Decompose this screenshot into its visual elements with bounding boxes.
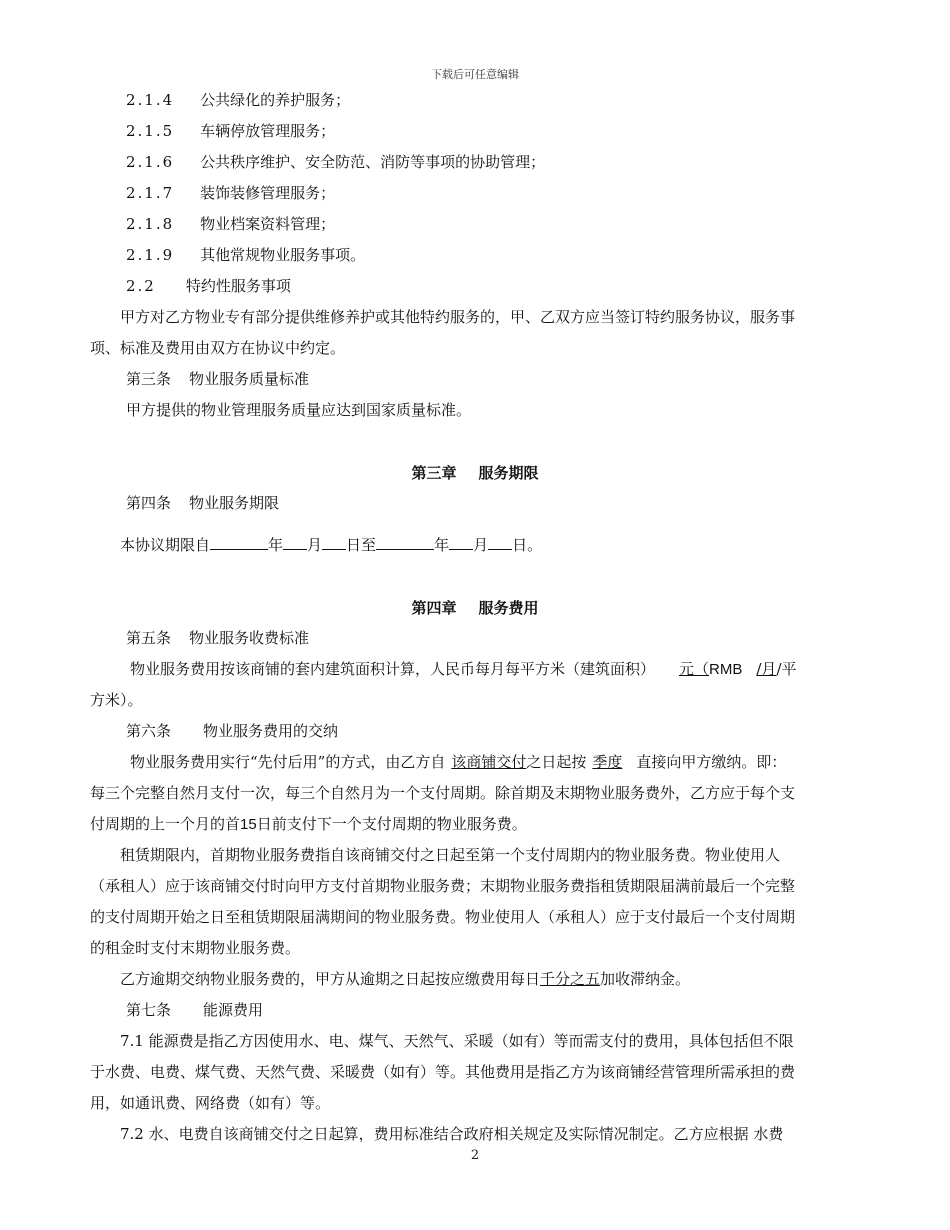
paragraph-line: 甲方提供的物业管理服务质量应达到国家质量标准。	[126, 401, 472, 419]
chapter-heading: 第四章 服务费用	[411, 599, 539, 617]
paragraph-line: 物业服务费用实行“先付后用”的方式，由乙方自 该商铺交付之日起按 季度 直接向甲方缴纳。即：	[130, 753, 787, 771]
paragraph-line: 甲方对乙方物业专有部分提供维修养护或其他特约服务的，甲、乙双方应当签订特约服务协议，服务事	[120, 308, 796, 326]
blank-field	[488, 535, 512, 550]
clause-item: 2.1.6 公共秩序维护、安全防范、消防等事项的协助管理；	[126, 153, 546, 171]
paragraph-line: 7.2 水、电费自该商铺交付之日起算，费用标准结合政府相关规定及实际情况制定。乙方应根据 水费	[120, 1125, 784, 1143]
clause-heading: 2.2 特约性服务事项	[126, 277, 291, 295]
paragraph-line: 7.1 能源费是指乙方因使用水、电、煤气、天然气、采暖（如有）等而需支付的费用，具体包括但不限	[120, 1032, 794, 1050]
paragraph-line: 于水费、电费、煤气费、天然气费、采暖费（如有）等。其他费用是指乙方为该商铺经营管理所需承担的费	[90, 1063, 796, 1081]
paragraph-line: 物业服务费用按该商铺的套内建筑面积计算，人民币每月每平方米（建筑面积） 元（RMB /月/平	[130, 660, 797, 678]
blank-field	[376, 535, 434, 550]
blank-field	[322, 535, 346, 550]
paragraph-line: 付周期的上一个月的首15日前支付下一个支付周期的物业服务费。	[90, 815, 527, 833]
article-heading: 第五条 物业服务收费标准	[126, 629, 310, 647]
article-heading: 第七条 能源费用	[126, 1001, 264, 1019]
paragraph-line: 方米）。	[90, 691, 143, 709]
paragraph-line: 项、标准及费用由双方在协议中约定。	[90, 339, 346, 357]
paragraph-line: 乙方逾期交纳物业服务费的，甲方从逾期之日起按应缴费用每日千分之五加收滞纳金。	[120, 970, 691, 988]
paragraph-line: （承租人）应于该商铺交付时向甲方支付首期物业服务费；末期物业服务费指租赁期限届满前最后一个完整	[90, 877, 796, 895]
paragraph-line: 租赁期限内，首期物业服务费指自该商铺交付之日起至第一个支付周期内的物业服务费。物业使用人	[120, 846, 781, 864]
clause-item: 2.1.4 公共绿化的养护服务；	[126, 91, 351, 109]
article-heading: 第四条 物业服务期限	[126, 494, 280, 512]
paragraph-line: 每三个完整自然月支付一次，每三个自然月为一个支付周期。除首期及末期物业服务费外，乙方应于每个支	[90, 784, 796, 802]
blank-field	[210, 535, 268, 550]
page-number: 2	[470, 1148, 480, 1163]
clause-item: 2.1.8 物业档案资料管理；	[126, 215, 336, 233]
term-line: 本协议期限自 年 月 日至 年 月 日。	[120, 536, 543, 554]
blank-field	[449, 535, 473, 550]
blank-field	[283, 535, 307, 550]
article-heading: 第三条 物业服务质量标准	[126, 370, 310, 388]
clause-item: 2.1.5 车辆停放管理服务；	[126, 122, 336, 140]
page-header: 下载后可任意编辑	[431, 68, 519, 81]
chapter-heading: 第三章 服务期限	[411, 464, 539, 482]
paragraph-line: 用，如通讯费、网络费（如有）等。	[90, 1094, 331, 1112]
clause-item: 2.1.7 装饰装修管理服务；	[126, 184, 336, 202]
clause-item: 2.1.9 其他常规物业服务事项。	[126, 246, 366, 264]
paragraph-line: 的支付周期开始之日至租赁期限届满期间的物业服务费。物业使用人（承租人）应于支付最后一个支付周期	[90, 908, 796, 926]
paragraph-line: 的租金时支付末期物业服务费。	[90, 939, 301, 957]
article-heading: 第六条 物业服务费用的交纳	[126, 722, 339, 740]
